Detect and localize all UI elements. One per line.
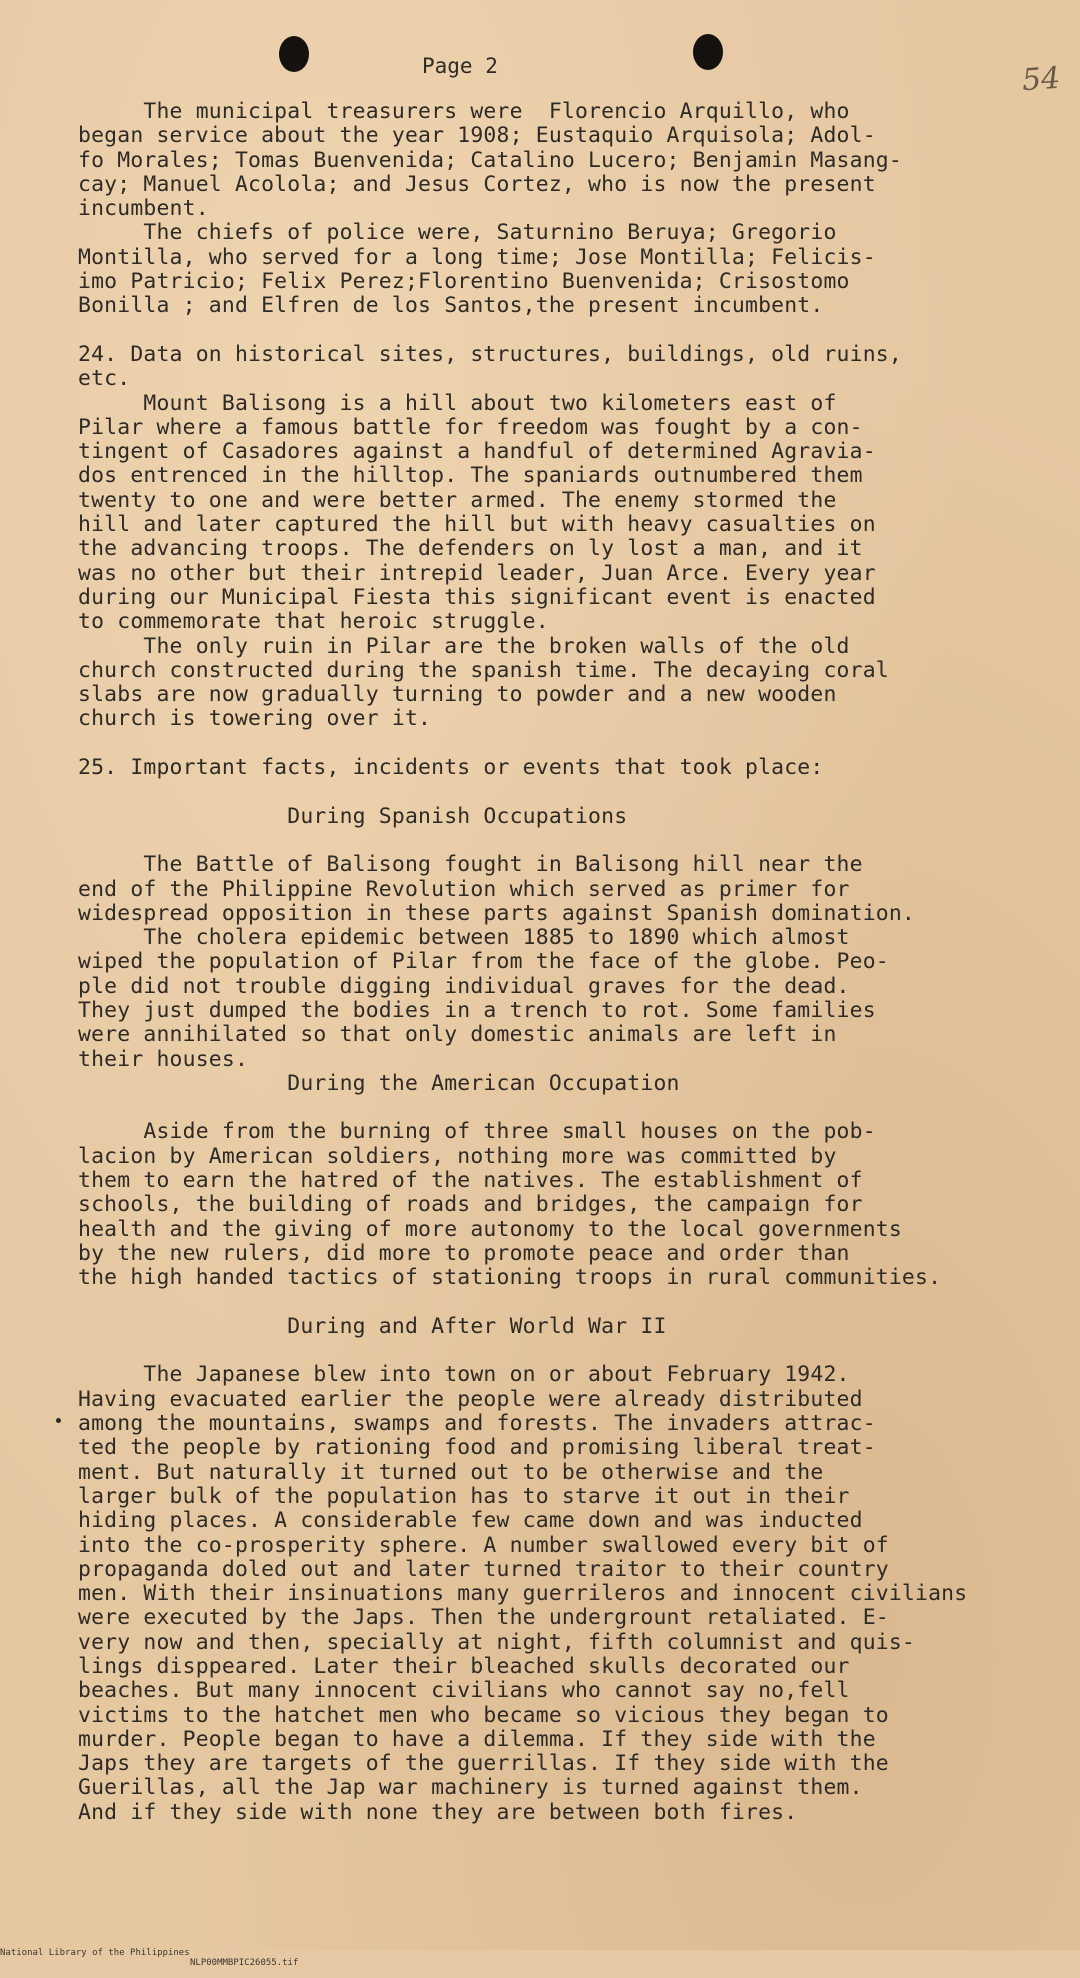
text-line: wiped the population of Pilar from the face of the globe. Peo-	[78, 949, 889, 975]
text-line: were annihilated so that only domestic animals are left in	[78, 1022, 837, 1048]
text-line: very now and then, specially at night, fifth columnist and quis-	[78, 1629, 916, 1655]
text-line: dos entrenced in the hilltop. The spaniards outnumbered them	[78, 463, 863, 489]
text-line: incumbent.	[78, 196, 209, 222]
text-line: health and the giving of more autonomy to the local governments	[78, 1216, 902, 1242]
text-line: They just dumped the bodies in a trench to rot. Some families	[78, 997, 876, 1023]
text-line: hiding places. A considerable few came down and was inducted	[78, 1508, 863, 1534]
text-line: etc.	[78, 366, 131, 392]
page-label: Page 2	[422, 54, 498, 78]
text-line: to commemorate that heroic struggle.	[78, 609, 549, 635]
text-line	[78, 780, 1068, 804]
text-line: them to earn the hatred of the natives. The establishment of	[78, 1168, 863, 1194]
text-line: lacion by American soldiers, nothing more was committed by	[78, 1143, 837, 1169]
text-line: during our Municipal Fiesta this significant event is enacted	[78, 584, 876, 610]
text-line	[78, 732, 1068, 756]
text-line: men. With their insinuations many guerrileros and innocent civilians	[78, 1581, 968, 1607]
text-line: lings disppeared. Later their bleached skulls decorated our	[78, 1654, 850, 1679]
text-line: murder. People began to have a dilemma. If they side with the	[78, 1726, 876, 1752]
text-line: was no other but their intrepid leader, Juan Arce. Every year	[78, 560, 876, 586]
document-body	[78, 100, 1068, 1825]
text-line	[78, 1339, 1068, 1363]
text-line: The only ruin in Pilar are the broken walls of the old	[78, 633, 850, 659]
text-line: larger bulk of the population has to starve it out in their	[78, 1483, 850, 1509]
text-line: Montilla, who served for a long time; Jose Montilla; Felicis-	[78, 244, 876, 270]
text-line: church constructed during the spanish time. The decaying coral	[78, 657, 889, 683]
folio-number: 54	[1020, 60, 1062, 99]
text-line: The municipal treasurers were Florencio Arquillo, who	[78, 100, 850, 124]
text-line: Japs they are targets of the guerrillas. If they side with the	[78, 1751, 889, 1777]
text-line: among the mountains, swamps and forests. The invaders attrac-	[78, 1411, 876, 1437]
text-line: church is towering over it.	[78, 706, 432, 732]
text-line: twenty to one and were better armed. The enemy stormed the	[78, 487, 837, 513]
text-line: During Spanish Occupations	[78, 803, 628, 829]
text-line	[78, 1291, 1068, 1315]
text-line: Aside from the burning of three small houses on the pob-	[78, 1119, 876, 1145]
text-line: And if they side with none they are between both fires.	[78, 1799, 798, 1825]
text-line	[78, 319, 1068, 343]
text-line: The Battle of Balisong fought in Balisong hill near the	[78, 852, 863, 878]
text-line: schools, the building of roads and bridges, the campaign for	[78, 1192, 863, 1218]
text-line: widespread opposition in these parts against Spanish domination.	[78, 900, 916, 926]
text-line: During and After World War II	[78, 1313, 667, 1339]
text-line: the high handed tactics of stationing troops in rural communities.	[78, 1265, 942, 1291]
text-line	[78, 829, 1068, 853]
text-line: ple did not trouble digging individual graves for the dead.	[78, 973, 850, 999]
text-line: 25. Important facts, incidents or events that took place:	[78, 755, 824, 781]
text-line: the advancing troops. The defenders on ly lost a man, and it	[78, 536, 863, 562]
text-line: fo Morales; Tomas Buenvenida; Catalino Lucero; Benjamin Masang-	[78, 147, 902, 173]
text-line: propaganda doled out and later turned traitor to their country	[78, 1556, 889, 1582]
text-line: ted the people by rationing food and promising liberal treat-	[78, 1435, 876, 1461]
bullet-mark	[56, 1418, 61, 1423]
text-line: began service about the year 1908; Eustaquio Arquisola; Adol-	[78, 123, 876, 149]
footer	[0, 1938, 299, 1978]
text-line: hill and later captured the hill but with heavy casualties on	[78, 512, 876, 538]
text-line: ment. But naturally it turned out to be otherwise and the	[78, 1459, 824, 1485]
text-line: Bonilla ; and Elfren de los Santos,the present incumbent.	[78, 293, 824, 319]
text-line: cay; Manuel Acolola; and Jesus Cortez, who is now the present	[78, 171, 876, 197]
text-line: by the new rulers, did more to promote peace and order than	[78, 1240, 850, 1266]
text-line: 24. Data on historical sites, structures, buildings, old ruins,	[78, 341, 902, 367]
punch-hole-left	[279, 36, 309, 72]
text-line: tingent of Casadores against a handful of determined Agravia-	[78, 439, 876, 465]
footer-filename: NLP00MMBPIC26055.tif	[190, 1958, 299, 1968]
text-line: The cholera epidemic between 1885 to 1890 which almost	[78, 925, 850, 951]
text-line: end of the Philippine Revolution which served as primer for	[78, 876, 850, 902]
text-line: During the American Occupation	[78, 1070, 680, 1096]
text-line: were executed by the Japs. Then the undergrount retaliated. E-	[78, 1605, 889, 1631]
text-line: Mount Balisong is a hill about two kilometers east of	[78, 390, 837, 416]
footer-library: National Library of the Philippines	[0, 1948, 190, 1958]
text-line: imo Patricio; Felix Perez;Florentino Buenvenida; Crisostomo	[78, 269, 850, 295]
text-line	[78, 1096, 1068, 1120]
punch-hole-right	[693, 34, 723, 70]
text-line: The chiefs of police were, Saturnino Beruya; Gregorio	[78, 220, 837, 246]
text-line: beaches. But many innocent civilians who cannot say no,fell	[78, 1678, 850, 1704]
text-line: Having evacuated earlier the people were already distributed	[78, 1386, 863, 1412]
text-line: slabs are now gradually turning to powder and a new wooden	[78, 682, 837, 708]
text-line: into the co-prosperity sphere. A number swallowed every bit of	[78, 1532, 889, 1558]
text-line: Pilar where a famous battle for freedom was fought by a con-	[78, 414, 863, 440]
text-line: Guerillas, all the Jap war machinery is turned against them.	[78, 1775, 863, 1801]
text-line: their houses.	[78, 1046, 249, 1072]
text-line: victims to the hatchet men who became so vicious they began to	[78, 1702, 889, 1728]
text-line: The Japanese blew into town on or about February 1942.	[78, 1362, 850, 1388]
